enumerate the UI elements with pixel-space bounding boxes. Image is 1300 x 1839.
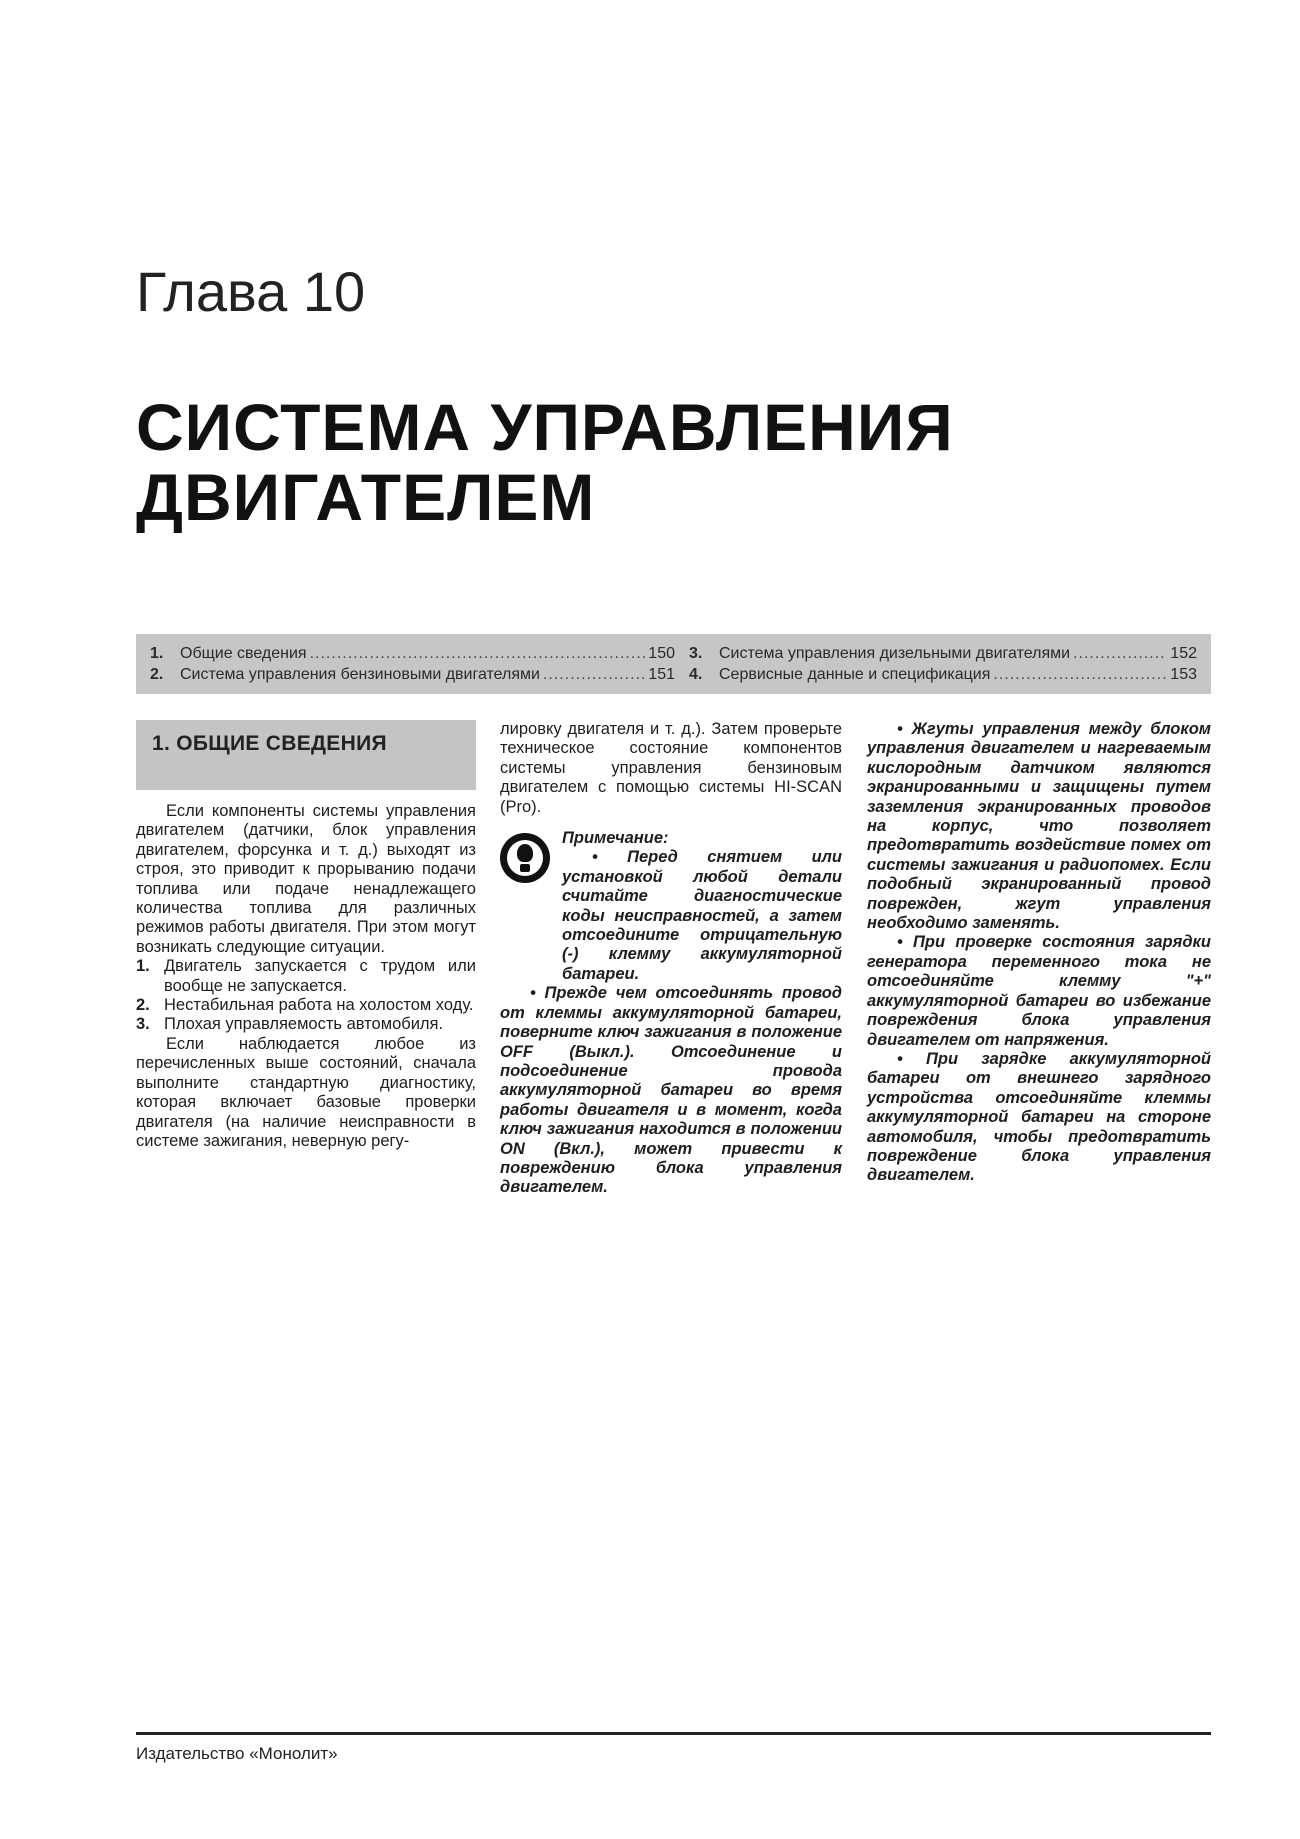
toc-leader-dots bbox=[993, 664, 1167, 685]
footer-publisher: Издательство «Монолит» bbox=[136, 1744, 338, 1763]
toc-leader-dots bbox=[543, 664, 645, 685]
list-item bbox=[136, 996, 476, 1015]
toc-item[interactable] bbox=[689, 664, 1197, 685]
list-item-text: Двигатель запускается с трудом или вообще не запускается. bbox=[164, 957, 476, 995]
list-item-text: Нестабильная работа на холостом ходу. bbox=[164, 996, 474, 1015]
list-item-text: Плохая управляемость автомобиля. bbox=[164, 1015, 444, 1034]
note-bullet: • Прежде чем отсоединять провод от клеммы аккумуляторной батареи, поверните ключ зажигания в положение OFF (Выкл.). Отсоединение и подсоединение провода аккумуляторной батареи во время работы двигателя и в момент, когда ключ зажигания находится в положении ON (Вкл.), может привести к повреждению блока управления двигателем. bbox=[500, 984, 842, 1197]
toc-item-text: Система управления дизельными двигателями bbox=[719, 645, 1071, 662]
note-title: Примечание: bbox=[562, 829, 669, 848]
list-item bbox=[136, 957, 476, 996]
list-item bbox=[136, 1015, 476, 1034]
list-item-number: 1. bbox=[136, 957, 150, 976]
toc-column-left bbox=[150, 643, 675, 685]
toc-item-page: 151 bbox=[648, 666, 675, 683]
text-column-3 bbox=[867, 720, 1211, 1186]
table-of-contents bbox=[136, 634, 1211, 694]
note-bullet: • Перед снятием или установкой любой детали считайте диагностические коды неисправностей, а затем отсоедините отрицательную (-) клемму аккумуляторной батареи. bbox=[562, 848, 842, 983]
lightbulb-icon bbox=[500, 833, 550, 883]
toc-item-page: 150 bbox=[648, 645, 675, 662]
toc-item[interactable] bbox=[150, 664, 675, 685]
section-heading-box bbox=[136, 720, 476, 790]
diagnostics-paragraph: Если наблюдается любое из перечисленных выше состояний, сначала выполните стандартную диагностику, которая включает базовые проверки двигателя (на наличие неисправности в системе зажигания, неверную регу- bbox=[136, 1034, 476, 1150]
toc-item-text: Сервисные данные и спецификация bbox=[719, 666, 991, 683]
toc-item-page: 153 bbox=[1170, 666, 1197, 683]
toc-column-right bbox=[689, 643, 1197, 685]
chapter-title bbox=[136, 392, 1136, 532]
text-column-1 bbox=[136, 720, 476, 1151]
toc-item-number: 4. bbox=[689, 666, 703, 683]
intro-paragraph: Если компоненты системы управления двигателем (датчики, блок управления двигателем, форсунка и т. д.) выходят из строя, это приводит к прорыванию подачи топлива или подаче ненадлежащего количества топлива для различных режимов работы двигателя. При этом могут возникать следующие ситуации. bbox=[136, 802, 476, 956]
note-bullet: • Жгуты управления между блоком управления двигателем и нагреваемым кислородным датчиком являются экранированными и защищены путем заземления экранированных проводов на корпус, что позволяет предотвратить воздействие помех от системы зажигания и радиопомех. Если подобный экранированный провод поврежден, жгут управления необходимо заменять. bbox=[867, 720, 1211, 933]
section-heading: 1. ОБЩИЕ СВЕДЕНИЯ bbox=[152, 732, 387, 755]
toc-leader-dots bbox=[1073, 643, 1167, 664]
chapter-label: Глава 10 bbox=[136, 260, 366, 323]
note-bullet: • При зарядке аккумуляторной батареи от внешнего зарядного устройства отсоединяйте клеммы аккумуляторной батареи на стороне автомобиля, чтобы предотвратить повреждение блока управления двигателем. bbox=[867, 1049, 1211, 1185]
toc-item-number: 1. bbox=[150, 645, 164, 662]
list-item-number: 2. bbox=[136, 996, 150, 1015]
list-item-number: 3. bbox=[136, 1015, 150, 1034]
chapter-title-line-1: СИСТЕМА УПРАВЛЕНИЯ bbox=[136, 390, 954, 464]
chapter-title-line-2: ДВИГАТЕЛЕМ bbox=[136, 460, 596, 534]
toc-item[interactable] bbox=[689, 643, 1197, 664]
toc-item-number: 2. bbox=[150, 666, 164, 683]
toc-leader-dots bbox=[310, 643, 646, 664]
toc-item[interactable] bbox=[150, 643, 675, 664]
note-block bbox=[500, 829, 842, 1198]
footer-divider bbox=[136, 1732, 1211, 1735]
toc-item-number: 3. bbox=[689, 645, 703, 662]
text-column-2 bbox=[500, 720, 842, 1198]
toc-item-text: Общие сведения bbox=[180, 645, 307, 662]
toc-item-page: 152 bbox=[1170, 645, 1197, 662]
toc-item-text: Система управления бензиновыми двигателями bbox=[180, 666, 540, 683]
note-bullet: • При проверке состояния зарядки генератора переменного тока не отсоединяйте клемму "+" аккумуляторной батареи во избежание повреждения блока управления двигателем от напряжения. bbox=[867, 933, 1211, 1049]
diagnostics-paragraph-continued: лировку двигателя и т. д.). Затем проверьте техническое состояние компонентов системы управления бензиновым двигателем с помощью системы HI-SCAN (Pro). bbox=[500, 720, 842, 816]
